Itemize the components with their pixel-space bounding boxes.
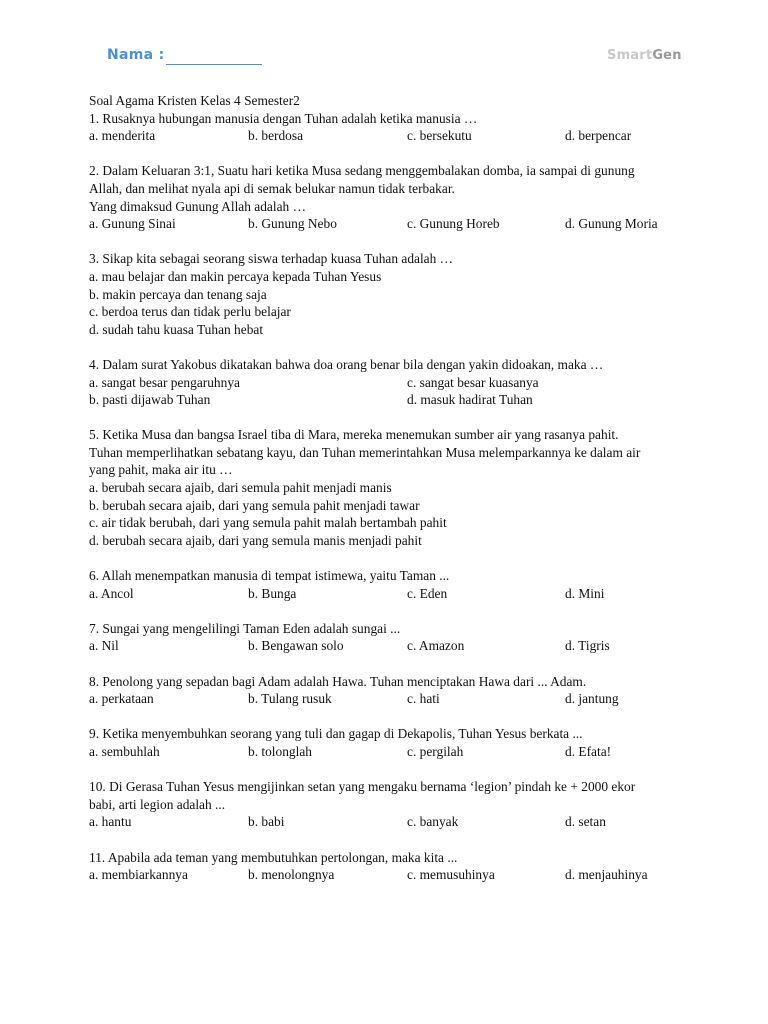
question-text: 1. Rusaknya hubungan manusia dengan Tuhan adalah ketika manusia …	[89, 110, 478, 126]
logo-part-gen: Gen	[652, 48, 682, 63]
options-row	[89, 866, 689, 884]
question-text: Yang dimaksud Gunung Allah adalah …	[89, 198, 306, 214]
option-b: b. Gunung Nebo	[248, 216, 337, 232]
smartgen-logo	[607, 48, 682, 63]
option-b: b. Tulang rusuk	[248, 691, 332, 707]
option-c: c. bersekutu	[407, 128, 472, 144]
question-text: 10. Di Gerasa Tuhan Yesus mengijinkan setan yang mengaku bernama ‘legion’ pindah ke + 2000 ekor	[89, 779, 636, 795]
option-c: c. banyak	[407, 814, 459, 830]
question-text: 8. Penolong yang sepadan bagi Adam adalah Hawa. Tuhan menciptakan Hawa dari ... Adam.	[89, 673, 587, 689]
question-text: 3. Sikap kita sebagai seorang siswa terhadap kuasa Tuhan adalah …	[89, 251, 454, 267]
question-7	[89, 620, 689, 655]
option-b: b. menolongnya	[248, 867, 335, 883]
option-c: c. pergilah	[407, 743, 464, 759]
options-row	[89, 374, 689, 392]
option-c: c. sangat besar kuasanya	[407, 374, 539, 390]
question-8	[89, 673, 689, 708]
question-1	[89, 110, 689, 145]
option-b: b. babi	[248, 814, 285, 830]
option-d: d. Efata!	[565, 743, 612, 759]
question-text: 7. Sungai yang mengelilingi Taman Eden adalah sungai ...	[89, 620, 401, 636]
option-a: a. sembuhlah	[89, 743, 160, 759]
logo-part-smart: Smart	[607, 48, 653, 63]
option-d: d. sudah tahu kuasa Tuhan hebat	[89, 321, 264, 337]
option-a: a. hantu	[89, 814, 132, 830]
question-9	[89, 725, 689, 760]
question-text: 5. Ketika Musa dan bangsa Israel tiba di Mara, mereka menemukan sumber air yang rasanya pahit.	[89, 427, 619, 443]
options-row	[89, 637, 689, 655]
options-row	[89, 743, 689, 761]
option-a: a. Gunung Sinai	[89, 216, 176, 232]
option-d: d. berubah secara ajaib, dari yang semula manis menjadi pahit	[89, 532, 422, 548]
question-3	[89, 250, 689, 338]
question-4	[89, 356, 689, 409]
option-d: d. menjauhinya	[565, 867, 648, 883]
question-10	[89, 778, 689, 831]
name-blank-line	[166, 64, 262, 65]
option-d: d. setan	[565, 814, 606, 830]
question-text: Tuhan memperlihatkan sebatang kayu, dan Tuhan memerintahkan Musa melemparkannya ke dalam air	[89, 444, 641, 460]
option-b: b. makin percaya dan tenang saja	[89, 286, 267, 302]
option-b: b. Bengawan solo	[248, 638, 344, 654]
option-d: d. berpencar	[565, 128, 632, 144]
worksheet-header	[0, 47, 768, 71]
question-text: Allah, dan melihat nyala api di semak belukar namun tidak terbakar.	[89, 180, 455, 196]
question-text: 11. Apabila ada teman yang membutuhkan pertolongan, maka kita ...	[89, 849, 458, 865]
option-c: c. memusuhinya	[407, 867, 495, 883]
option-a: a. berubah secara ajaib, dari semula pahit menjadi manis	[89, 480, 392, 496]
option-b: b. berdosa	[248, 128, 304, 144]
option-d: d. Gunung Moria	[565, 216, 658, 232]
option-a: a. Nil	[89, 638, 119, 654]
question-2	[89, 162, 689, 232]
option-b: b. tolonglah	[248, 743, 312, 759]
name-label: Nama :	[107, 47, 165, 63]
question-text: 4. Dalam surat Yakobus dikatakan bahwa doa orang benar bila dengan yakin didoakan, maka …	[89, 356, 604, 372]
worksheet-title: Soal Agama Kristen Kelas 4 Semester2	[89, 93, 300, 108]
option-d: d. Mini	[565, 585, 605, 601]
options-row	[89, 391, 689, 409]
option-a: a. mau belajar dan makin percaya kepada Tuhan Yesus	[89, 268, 382, 284]
option-c: c. berdoa terus dan tidak perlu belajar	[89, 304, 291, 320]
question-5	[89, 426, 689, 549]
question-text: yang pahit, maka air itu …	[89, 462, 233, 478]
option-b: b. Bunga	[248, 585, 297, 601]
options-row	[89, 127, 689, 145]
option-a: a. Ancol	[89, 585, 134, 601]
option-c: c. hati	[407, 691, 440, 707]
question-11	[89, 849, 689, 884]
option-a: a. menderita	[89, 128, 156, 144]
option-b: b. pasti dijawab Tuhan	[89, 392, 211, 408]
options-row	[89, 813, 689, 831]
option-d: d. masuk hadirat Tuhan	[407, 392, 533, 408]
option-a: a. membiarkannya	[89, 867, 188, 883]
question-text: 2. Dalam Keluaran 3:1, Suatu hari ketika Musa sedang menggembalakan domba, ia sampai di gunung	[89, 163, 635, 179]
option-c: c. air tidak berubah, dari yang semula pahit malah bertambah pahit	[89, 515, 447, 531]
question-text: 9. Ketika menyembuhkan seorang yang tuli dan gagap di Dekapolis, Tuhan Yesus berkata ...	[89, 726, 583, 742]
option-d: d. Tigris	[565, 638, 610, 654]
option-a: a. sangat besar pengaruhnya	[89, 374, 240, 390]
option-a: a. perkataan	[89, 691, 154, 707]
option-b: b. berubah secara ajaib, dari yang semula pahit menjadi tawar	[89, 497, 420, 513]
options-row	[89, 690, 689, 708]
option-d: d. jantung	[565, 691, 619, 707]
option-c: c. Gunung Horeb	[407, 216, 500, 232]
options-row	[89, 585, 689, 603]
option-c: c. Amazon	[407, 638, 465, 654]
question-text: babi, arti legion adalah ...	[89, 796, 226, 812]
options-row	[89, 215, 689, 233]
question-text: 6. Allah menempatkan manusia di tempat istimewa, yaitu Taman ...	[89, 568, 450, 584]
worksheet-content	[89, 92, 689, 901]
question-6	[89, 567, 689, 602]
option-c: c. Eden	[407, 585, 448, 601]
